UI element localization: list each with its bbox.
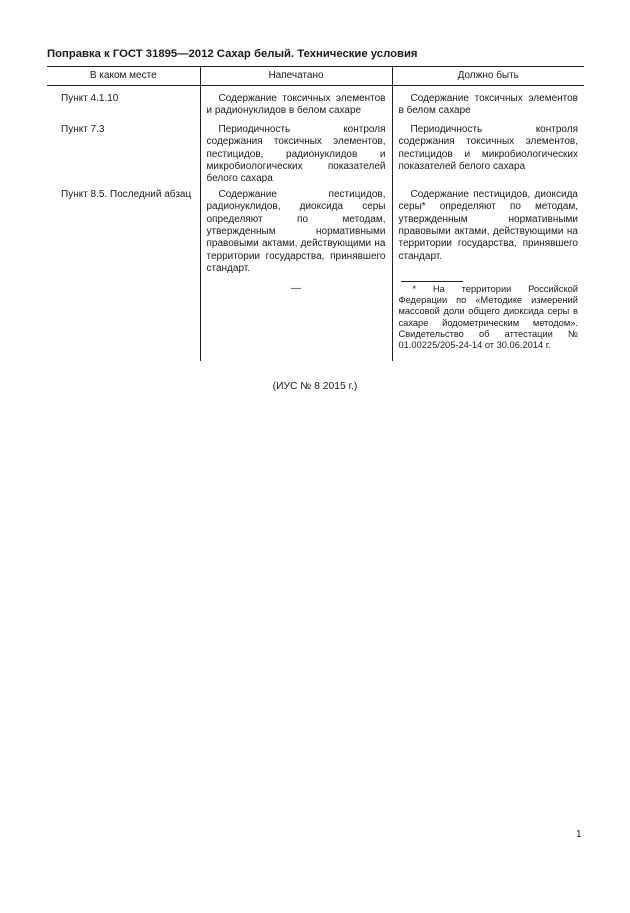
row-should-be: Содержание токсичных элементов в белом сахаре (398, 93, 578, 117)
header-printed: Напечатано (200, 67, 392, 86)
table-row (47, 186, 584, 276)
row-place-cell (47, 186, 200, 276)
row-printed-cell (200, 86, 392, 118)
footnote (399, 284, 579, 352)
footnote-separator (401, 281, 463, 282)
row-should-be: Содержание пестицидов, диоксида серы* определяют по методам, утвержденным нормативными правовыми актами, действующими на территории государства, принявшего стандарт. (398, 188, 578, 262)
row-printed-cell (200, 186, 392, 276)
row-printed-cell (200, 118, 392, 186)
row-should-be-cell (392, 276, 584, 361)
row-should-be-cell (392, 86, 584, 118)
row-place: Пункт 7.3 (61, 123, 105, 135)
row-place: Пункт 8.5. Последний абзац (61, 188, 192, 200)
row-should-be-cell (392, 186, 584, 276)
table-row (47, 118, 584, 186)
header-should-be: Должно быть (392, 67, 584, 86)
row-place-cell (47, 86, 200, 118)
row-place-cell (47, 118, 200, 186)
row-should-be-cell (392, 118, 584, 186)
row-place: Пункт 4.1.10 (61, 93, 119, 104)
document-title: Поправка к ГОСТ 31895—2012 Сахар белый. Технические условия (47, 48, 418, 60)
row-printed: Содержание пестицидов, радионуклидов, диоксида серы определяют по методам, утвержденным нормативными правовыми актами, действующими на территории государства, принявшего стандарт. (206, 188, 386, 275)
issue-note: (ИУС № 8 2015 г.) (272, 381, 358, 392)
correction-table (47, 66, 584, 361)
row-printed: Периодичность контроля содержания токсичных элементов, пестицидов, радионуклидов и микробиологических показателей белого сахара (206, 123, 386, 185)
row-place-cell (47, 276, 200, 361)
row-should-be: Периодичность контроля содержания токсичных элементов, пестицидов и микробиологических показателей белого сахара (398, 123, 578, 173)
table-row (47, 276, 584, 361)
table-header-row (47, 67, 584, 86)
row-printed-cell (200, 276, 392, 361)
row-printed: Содержание токсичных элементов и радионуклидов в белом сахаре (206, 93, 386, 117)
table-row (47, 86, 584, 118)
footnote-text: * На территории Российской Федерации по «Методике измерений массовой доли общего диоксида серы в сахаре йодометрическим методом». Свидетельство об аттестации № 01.00225/205-24-14 от 30.06.2014 г. (398, 283, 578, 351)
header-where: В каком месте (47, 67, 200, 86)
row-printed-dash: — (291, 282, 301, 294)
page-number: 1 (576, 829, 582, 840)
